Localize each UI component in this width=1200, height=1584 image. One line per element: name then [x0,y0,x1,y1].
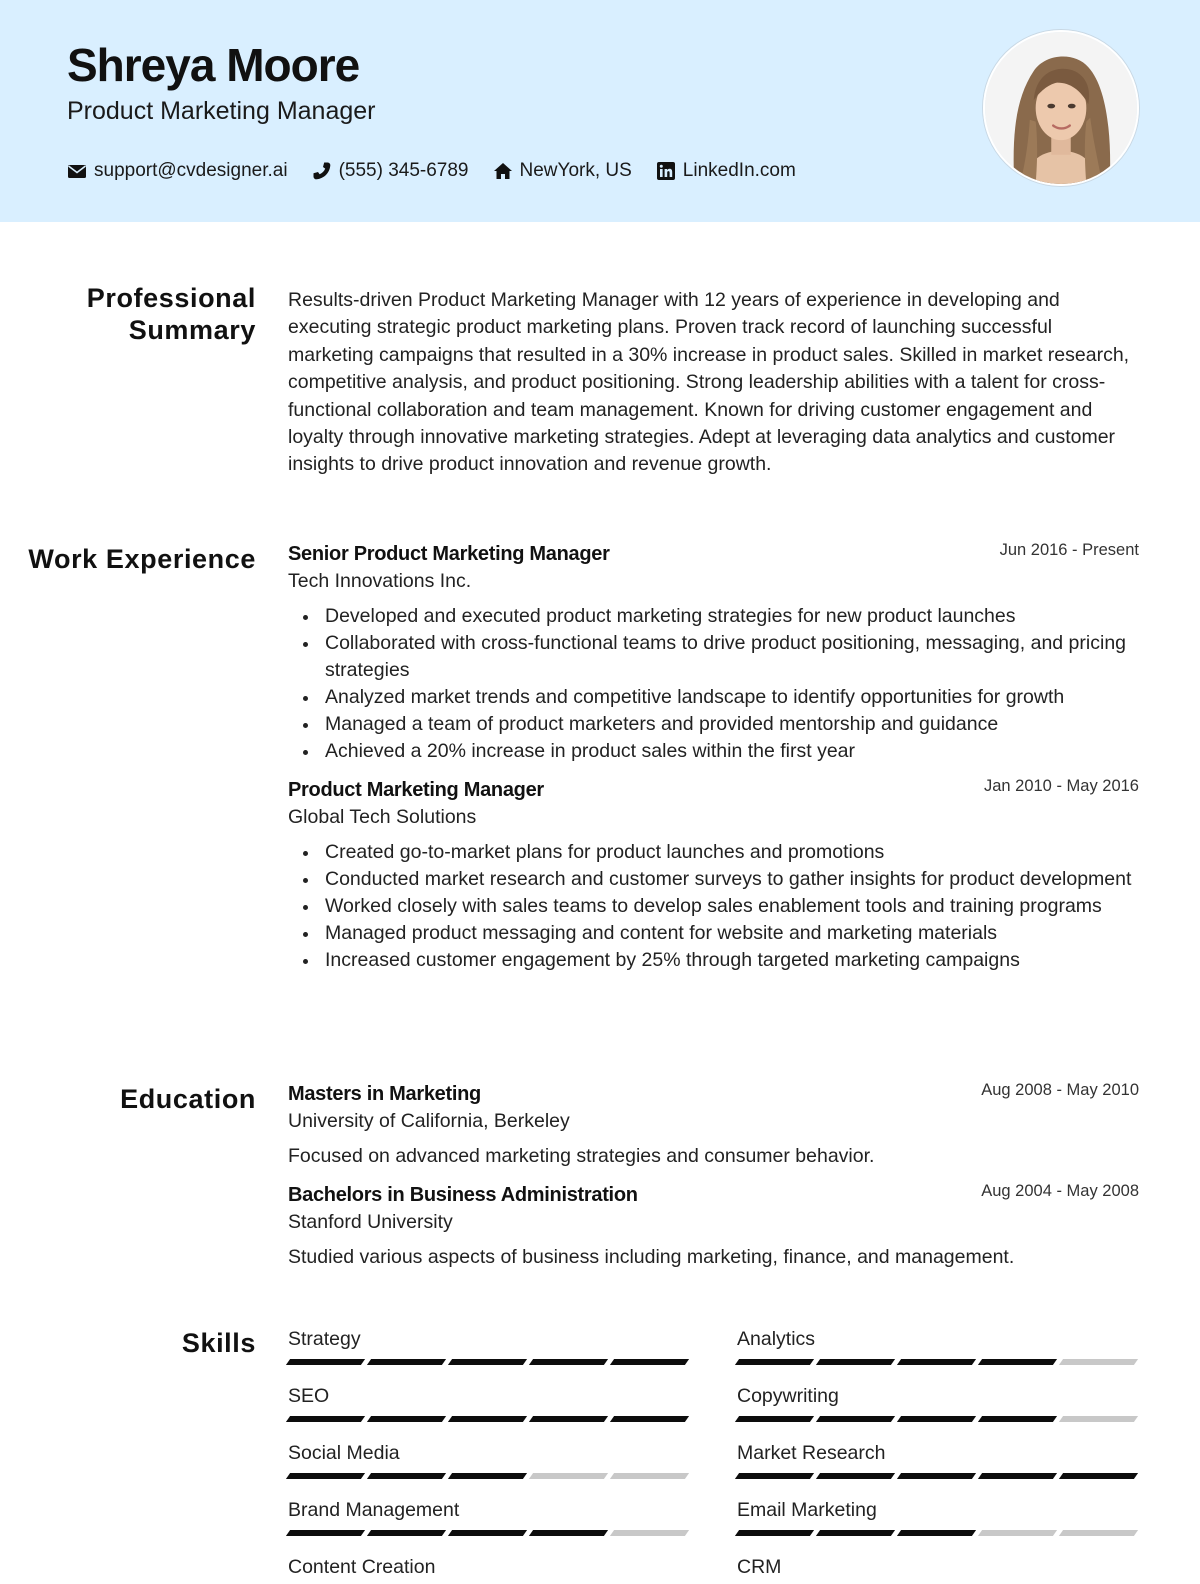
skill-segment-filled [735,1416,814,1422]
skill-name: Brand Management [288,1499,460,1521]
skill-level-bar [737,1359,1139,1365]
skill-segment-filled [367,1530,446,1536]
candidate-role: Product Marketing Manager [67,97,376,125]
skill-segment-filled [816,1473,895,1479]
job-date: Jan 2010 - May 2016 [983,777,1139,795]
avatar [983,30,1139,186]
summary-text: Results-driven Product Marketing Manager with 12 years of experience in developing and executing strategic product marketing plans. Proven track record of launching successful marketing campaigns that resulted in a 30% increase in product sales. Skilled in market research, competitive analysis, and product positioning. Strong leadership abilities with a talent for cross-functional collaboration and team management. Known for driving customer engagement and loyalty through innovative marketing strategies. Adept at leveraging data analytics and customer insights to drive product innovation and revenue growth. [288,289,1130,476]
contact-email[interactable] [67,160,288,182]
phone-icon [312,161,332,181]
school-name: Stanford University [288,1211,453,1233]
skill-segment-filled [897,1530,976,1536]
skill-segment-empty [1059,1359,1138,1365]
skill-item [288,1327,690,1384]
skill-segment-filled [897,1359,976,1365]
skill-name: Copywriting [737,1385,839,1407]
contact-location-text: NewYork, US [519,160,632,181]
education-description: Focused on advanced marketing strategies and consumer behavior. [288,1145,875,1167]
skill-segment-empty [610,1473,689,1479]
linkedin-icon [656,161,676,181]
education-heading: Education [120,1084,256,1114]
school-name: University of California, Berkeley [288,1110,570,1132]
job-bullet: Increased customer engagement by 25% through targeted marketing campaigns [288,947,1139,974]
contact-linkedin[interactable] [656,160,796,182]
job-bullet: Managed product messaging and content for website and marketing materials [288,920,1139,947]
skill-segment-filled [816,1416,895,1422]
skill-item [737,1327,1139,1384]
skill-segment-empty [529,1473,608,1479]
education-date: Aug 2004 - May 2008 [981,1182,1139,1200]
skill-level-bar [288,1416,690,1422]
skill-segment-empty [1059,1530,1138,1536]
candidate-name: Shreya Moore [67,39,360,91]
skill-level-bar [288,1530,690,1536]
skill-segment-filled [529,1416,608,1422]
skill-name: Social Media [288,1442,400,1464]
job-title: Senior Product Marketing Manager [288,543,610,565]
skill-item [737,1498,1139,1555]
education-description: Studied various aspects of business including marketing, finance, and management. [288,1246,1015,1268]
skill-item [737,1384,1139,1441]
skill-item [288,1555,690,1584]
skill-segment-filled [978,1359,1057,1365]
experience-heading: Work Experience [28,544,256,574]
skill-segment-filled [610,1416,689,1422]
skill-segment-filled [735,1359,814,1365]
skill-segment-filled [816,1530,895,1536]
skill-item [288,1498,690,1555]
contact-email-text: support@cvdesigner.ai [94,160,288,181]
skill-segment-filled [529,1359,608,1365]
skill-level-bar [737,1473,1139,1479]
skill-segment-filled [897,1416,976,1422]
skill-segment-filled [367,1473,446,1479]
job-company: Global Tech Solutions [288,806,477,828]
summary-heading: Professional Summary [86,283,256,345]
skill-level-bar [288,1473,690,1479]
skill-segment-filled [816,1359,895,1365]
skill-name: Content Creation [288,1556,436,1578]
skill-segment-filled [367,1359,446,1365]
skill-segment-filled [367,1416,446,1422]
skill-segment-filled [448,1359,527,1365]
skill-segment-filled [286,1416,365,1422]
job-bullet: Managed a team of product marketers and provided mentorship and guidance [288,711,1139,738]
education-entry [288,1083,1139,1168]
skill-segment-filled [897,1473,976,1479]
job-bullet: Analyzed market trends and competitive landscape to identify opportunities for growth [288,684,1139,711]
job-bullet: Achieved a 20% increase in product sales within the first year [288,738,1139,765]
skill-segment-filled [735,1473,814,1479]
skill-segment-filled [610,1359,689,1365]
home-icon [493,161,513,181]
skill-segment-empty [1059,1416,1138,1422]
skill-level-bar [737,1416,1139,1422]
degree-title: Masters in Marketing [288,1083,481,1105]
skills-grid [288,1327,1139,1584]
degree-title: Bachelors in Business Administration [288,1184,638,1206]
skill-segment-filled [286,1359,365,1365]
skill-segment-empty [978,1530,1057,1536]
contact-linkedin-text: LinkedIn.com [682,160,796,181]
skill-segment-filled [529,1530,608,1536]
skill-item [737,1555,1139,1584]
skill-segment-filled [448,1530,527,1536]
job-entry [288,779,1139,974]
skill-item [288,1441,690,1498]
skill-segment-filled [286,1473,365,1479]
job-date: Jun 2016 - Present [999,541,1139,559]
job-bullet: Collaborated with cross-functional teams to drive product positioning, messaging, and pricing strategies [288,630,1139,684]
skill-name: SEO [288,1385,330,1407]
contact-location [493,160,632,182]
job-bullets [288,603,1139,765]
skill-item [288,1384,690,1441]
skill-name: Market Research [737,1442,886,1464]
header-banner [0,0,1200,222]
skill-segment-filled [978,1473,1057,1479]
skill-name: CRM [737,1556,782,1578]
skill-name: Strategy [288,1328,361,1350]
skill-segment-empty [610,1530,689,1536]
job-bullet: Developed and executed product marketing strategies for new product launches [288,603,1139,630]
contact-row [67,157,820,185]
skill-segment-filled [448,1416,527,1422]
education-date: Aug 2008 - May 2010 [981,1081,1139,1099]
job-bullets [288,839,1139,974]
skill-name: Analytics [737,1328,816,1350]
contact-phone-text: (555) 345-6789 [338,160,469,181]
envelope-icon [67,161,87,181]
skill-segment-filled [448,1473,527,1479]
skill-segment-filled [1059,1473,1138,1479]
job-bullet: Conducted market research and customer surveys to gather insights for product development [288,866,1139,893]
job-bullet: Worked closely with sales teams to develop sales enablement tools and training programs [288,893,1139,920]
job-company: Tech Innovations Inc. [288,570,472,592]
contact-phone[interactable] [312,160,469,182]
job-entry [288,543,1139,765]
skill-name: Email Marketing [737,1499,877,1521]
skill-segment-filled [286,1530,365,1536]
skills-heading: Skills [181,1328,256,1358]
skill-item [737,1441,1139,1498]
job-title: Product Marketing Manager [288,779,544,801]
skill-level-bar [737,1530,1139,1536]
education-entry [288,1184,1139,1269]
skill-segment-filled [978,1416,1057,1422]
skill-level-bar [288,1359,690,1365]
skill-segment-filled [735,1530,814,1536]
job-bullet: Created go-to-market plans for product launches and promotions [288,839,1139,866]
